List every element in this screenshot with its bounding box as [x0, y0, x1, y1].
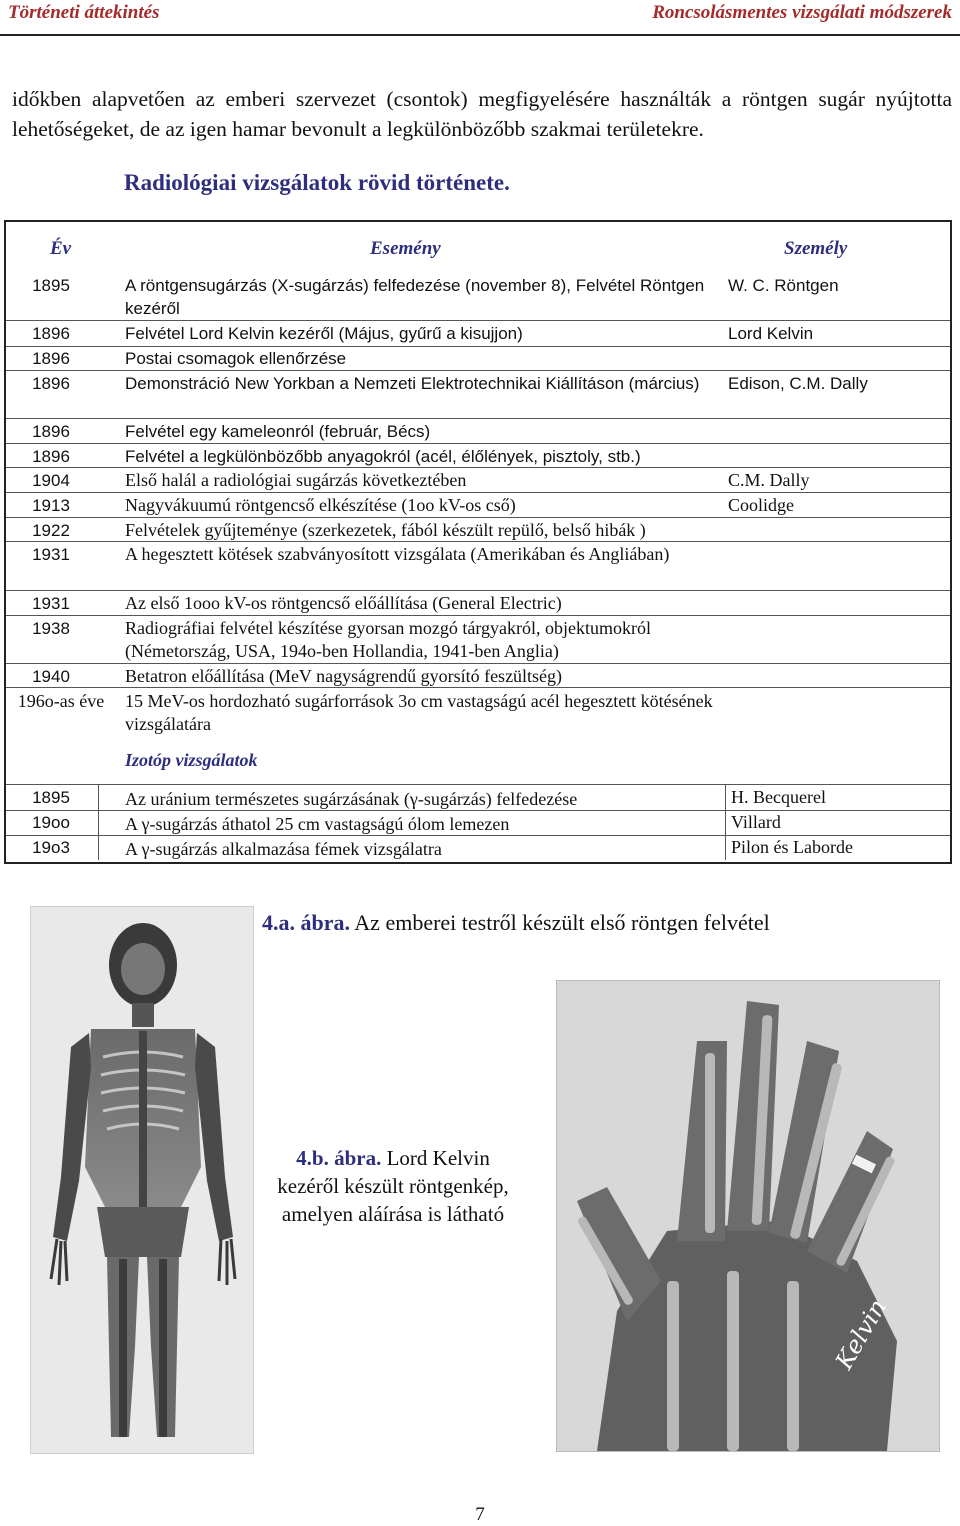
row-event: Demonstráció New Yorkban a Nemzeti Elektrotechnikai Kiállításon (március)	[125, 374, 700, 393]
row-event: Az első 1ooo kV-os röntgencső előállítása (General Electric)	[125, 593, 562, 613]
row-year: 1896	[32, 349, 70, 368]
header-event: Esemény	[370, 238, 441, 259]
signature-mark: Kelvin	[829, 1294, 893, 1374]
row-event: Felvétel Lord Kelvin kezéről (Május, gyűrű a kisujjon)	[125, 324, 523, 343]
row-year: 1940	[32, 667, 70, 686]
row-divider	[6, 492, 950, 493]
row-person: H. Becquerel	[731, 787, 826, 807]
row-year: 1931	[32, 545, 70, 564]
row-event: Felvételek gyűjteménye (szerkezetek, fából készült repülő, belső hibák )	[125, 520, 646, 540]
section-title: Radiológiai vizsgálatok rövid története.	[124, 170, 510, 195]
row-person: Coolidge	[728, 495, 794, 515]
figure-4a-text: Az emberei testről készült első röntgen felvétel	[354, 910, 770, 935]
hand-xray-image	[556, 980, 940, 1452]
page-number: 7	[475, 1504, 485, 1525]
column-divider	[725, 784, 726, 860]
row-event: Az uránium természetes sugárzásának (γ-sugárzás) felfedezése	[125, 789, 578, 809]
row-divider	[6, 467, 950, 468]
figure-4a-caption	[262, 910, 770, 936]
row-person: C.M. Dally	[728, 470, 810, 490]
row-divider	[6, 418, 950, 419]
row-divider	[6, 663, 950, 664]
figure-4a-label: 4.a. ábra.	[262, 910, 350, 935]
row-year: 1895	[32, 788, 70, 807]
row-event: Radiográfiai felvétel készítése gyorsan mozgó tárgyakról, objektumokról (Németország, USA, 194o-ben Hollandia, 1941-ben Anglia)	[125, 618, 652, 661]
row-divider	[6, 541, 950, 542]
row-year: 1896	[32, 324, 70, 343]
hand-silhouette	[557, 981, 939, 1451]
row-event: Postai csomagok ellenőrzése	[125, 349, 347, 368]
row-event: Betatron előállítása (MeV nagyságrendű gyorsító feszültség)	[125, 666, 563, 686]
running-header	[0, 0, 960, 36]
figure-4b-caption	[270, 1140, 516, 1232]
row-year: 196o-as éve	[17, 691, 105, 711]
row-year: 19o3	[32, 838, 70, 857]
row-event: 15 MeV-os hordozható sugárforrások 3o cm vastagságú acél hegesztett kötésének vizsgálatára	[125, 691, 713, 734]
skeleton-silhouette	[31, 907, 253, 1453]
intro-paragraph: időkben alapvetően az emberi szervezet (csontok) megfigyelésére használták a röntgen sugár nyújtotta lehetőségeket, de az igen hamar bevonult a legkülönbözőbb szakmai területekre.	[12, 87, 952, 141]
row-year: 1931	[32, 594, 70, 613]
row-divider	[6, 517, 950, 518]
history-table	[4, 220, 952, 864]
row-person: Edison, C.M. Dally	[728, 374, 868, 393]
row-year: 1895	[32, 276, 70, 295]
header-year: Év	[50, 238, 72, 259]
header-left-title: Történeti áttekintés	[8, 2, 160, 23]
row-year: 1896	[32, 422, 70, 441]
row-event: Nagyvákuumú röntgencső elkészítése (1oo kV-os cső)	[125, 495, 516, 515]
row-year: 1938	[32, 619, 70, 638]
header-person: Személy	[784, 238, 848, 259]
row-event: A röntgensugárzás (X-sugárzás) felfedezése (november 8), Felvétel Röntgen kezéről	[125, 276, 705, 318]
row-divider	[6, 320, 950, 321]
row-divider	[6, 590, 950, 591]
row-divider	[6, 370, 950, 371]
full-body-xray-image	[30, 906, 254, 1454]
isotope-top-border	[6, 784, 950, 785]
figure-4b-label: 4.b. ábra.	[296, 1146, 382, 1170]
row-person: W. C. Röntgen	[728, 276, 839, 295]
row-person: Villard	[731, 812, 781, 832]
row-divider	[6, 443, 950, 444]
row-event: Felvétel a legkülönbözőbb anyagokról (acél, élőlények, pisztoly, stb.)	[125, 447, 641, 466]
row-person: Lord Kelvin	[728, 324, 814, 343]
isotope-section-title: Izotóp vizsgálatok	[125, 750, 258, 770]
row-year: 1904	[32, 471, 70, 490]
row-divider	[6, 687, 950, 688]
row-event: A γ-sugárzás alkalmazása fémek vizsgálatra	[125, 839, 442, 859]
header-right-title: Roncsolásmentes vizsgálati módszerek	[652, 2, 952, 23]
row-year: 1896	[32, 374, 70, 393]
figure-4b-text: Lord Kelvin kezéről készült röntgenkép, amelyen aláírása is látható	[277, 1146, 509, 1226]
row-divider	[6, 615, 950, 616]
row-event: A γ-sugárzás áthatol 25 cm vastagságú ólom lemezen	[125, 814, 510, 834]
row-year: 1922	[32, 521, 70, 540]
row-year: 1913	[32, 496, 70, 515]
row-year: 19oo	[32, 813, 70, 832]
column-divider	[98, 784, 99, 860]
row-year: 1896	[32, 447, 70, 466]
row-person: Pilon és Laborde	[731, 837, 853, 857]
row-event: Felvétel egy kameleonról (február, Bécs)	[125, 422, 431, 441]
row-event: A hegesztett kötések szabványosított vizsgálata (Amerikában és Angliában)	[125, 544, 670, 564]
row-event: Első halál a radiológiai sugárzás következtében	[125, 470, 467, 490]
